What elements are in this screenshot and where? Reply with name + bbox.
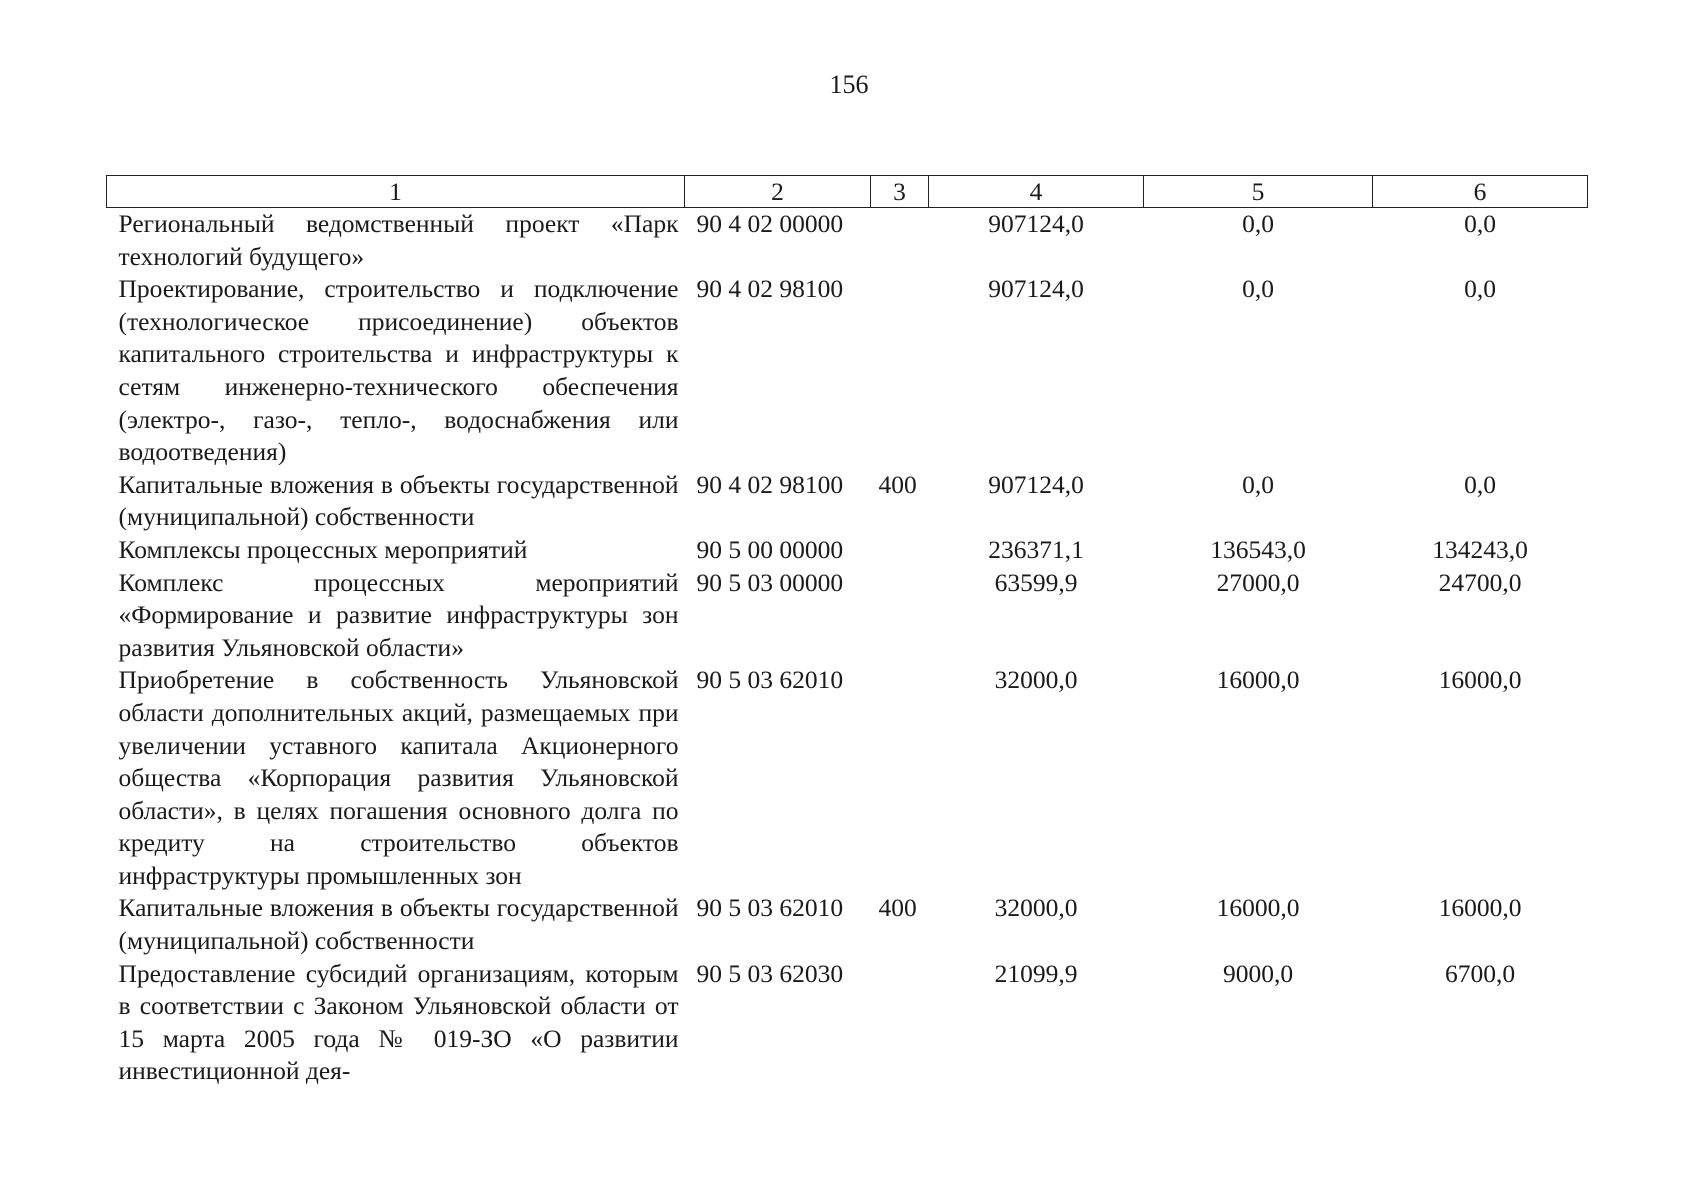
page-number: 156 <box>829 70 869 99</box>
row-target-code: 90 5 00 00000 <box>696 534 844 564</box>
row-expense-type: 400 <box>878 469 917 499</box>
row-expense-type: 400 <box>878 893 917 923</box>
table-header-row <box>107 176 1588 208</box>
row-target-code: 90 5 03 62010 <box>696 665 844 695</box>
row-amount-col4: 236371,1 <box>988 534 1084 564</box>
row-amount-col4: 907124,0 <box>988 209 1084 238</box>
row-amount-col4: 21099,9 <box>994 958 1078 988</box>
column-header-3: 3 <box>871 176 929 208</box>
column-header-5: 5 <box>1144 176 1373 208</box>
column-header-2: 2 <box>685 176 871 208</box>
table-row <box>107 958 1588 1088</box>
table-row <box>107 469 1588 534</box>
row-amount-col4: 32000,0 <box>994 665 1078 695</box>
table-row <box>107 664 1588 892</box>
row-amount-col6: 0,0 <box>1464 274 1496 304</box>
row-amount-col4: 907124,0 <box>988 469 1084 499</box>
column-header-6: 6 <box>1373 176 1588 208</box>
row-amount-col4: 63599,9 <box>994 567 1078 597</box>
row-expense-type <box>871 534 929 567</box>
row-expense-type <box>871 958 929 1088</box>
row-amount-col5: 0,0 <box>1242 274 1274 304</box>
row-amount-col5: 0,0 <box>1242 209 1274 238</box>
column-header-4: 4 <box>929 176 1144 208</box>
row-amount-col4: 32000,0 <box>994 893 1078 923</box>
row-amount-col5: 136543,0 <box>1210 534 1306 564</box>
row-amount-col6: 16000,0 <box>1438 893 1522 923</box>
table-row <box>107 892 1588 957</box>
table-row <box>107 534 1588 567</box>
row-amount-col5: 16000,0 <box>1216 893 1300 923</box>
row-target-code: 90 4 02 98100 <box>696 274 844 304</box>
row-amount-col6: 0,0 <box>1464 209 1496 238</box>
table-row <box>107 567 1588 665</box>
row-amount-col5: 0,0 <box>1242 469 1274 499</box>
row-name: Комплексы процессных мероприятий <box>118 534 528 564</box>
row-name: Проектирование, строительство и подключение (технологическое присоединение) объектов капитального строительства и инфраструктуры к сетям инженерно-технического обеспечения (электро-, газо-, тепло-, водоснабжения или водоотведения) <box>118 274 679 467</box>
row-expense-type <box>871 208 929 274</box>
row-amount-col5: 27000,0 <box>1216 567 1300 597</box>
row-amount-col5: 16000,0 <box>1216 665 1300 695</box>
row-expense-type <box>871 567 929 665</box>
row-target-code: 90 4 02 98100 <box>696 469 844 499</box>
row-name: Капитальные вложения в объекты государственной (муниципальной) собственности <box>118 893 679 956</box>
row-amount-col6: 134243,0 <box>1432 534 1528 564</box>
row-amount-col6: 16000,0 <box>1438 665 1522 695</box>
row-expense-type <box>871 273 929 469</box>
row-name: Региональный ведомственный проект «Парк технологий будущего» <box>118 209 679 271</box>
row-amount-col6: 0,0 <box>1464 469 1496 499</box>
row-target-code: 90 5 03 00000 <box>696 567 844 597</box>
row-amount-col6: 6700,0 <box>1444 958 1516 988</box>
row-name: Приобретение в собственность Ульяновской области дополнительных акций, размещаемых при увеличении уставного капитала Акционерного общества «Корпорация развития Ульяновской области», в целях погашения основного долга по кредиту на строительство объектов инфраструктуры промышленных зон <box>118 665 679 890</box>
budget-table <box>106 175 1588 1088</box>
row-target-code: 90 5 03 62010 <box>696 893 844 923</box>
row-target-code: 90 5 03 62030 <box>696 958 844 988</box>
table-row <box>107 208 1588 274</box>
row-name: Комплекс процессных мероприятий «Формирование и развитие инфраструктуры зон развития Ульяновской области» <box>118 567 679 662</box>
row-amount-col5: 9000,0 <box>1222 958 1294 988</box>
row-name: Предоставление субсидий организациям, которым в соответствии с Законом Ульяновской области от 15 марта 2005 года № 019-ЗО «О развитии инвестиционной дея- <box>118 958 679 1086</box>
row-amount-col4: 907124,0 <box>988 274 1084 304</box>
table-row <box>107 273 1588 469</box>
row-target-code: 90 4 02 00000 <box>696 209 844 238</box>
row-name: Капитальные вложения в объекты государственной (муниципальной) собственности <box>118 469 679 532</box>
row-amount-col6: 24700,0 <box>1438 567 1522 597</box>
row-expense-type <box>871 664 929 892</box>
column-header-1: 1 <box>107 176 685 208</box>
